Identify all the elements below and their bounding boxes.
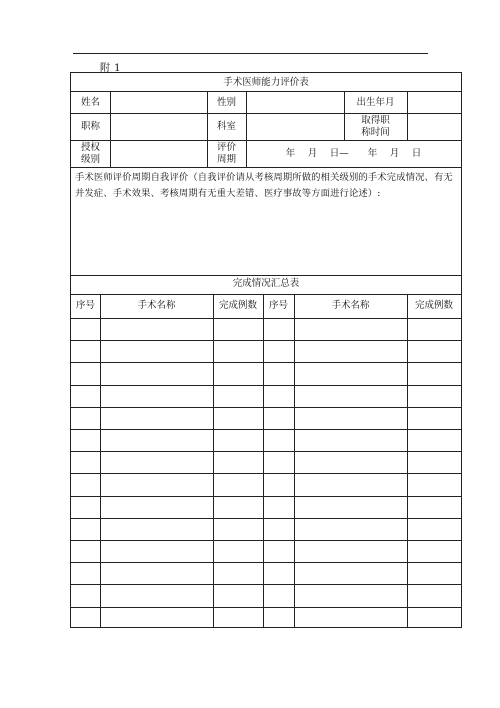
period-label-line1: 评价: [216, 142, 236, 153]
summary-title: 完成情况汇总表: [232, 278, 300, 289]
table-row-rule: [71, 385, 461, 386]
evaluation-date-range: 年 月 日— 年 月 日: [285, 148, 422, 159]
period-label-line2: 周期: [216, 154, 236, 165]
form-title: 手术医师能力评价表: [223, 77, 309, 88]
dept-label: 科室: [216, 121, 236, 132]
col-divider-label1: [110, 91, 111, 167]
table-row-rule: [71, 518, 461, 519]
rule-title: [71, 91, 461, 92]
table-row-rule: [71, 429, 461, 430]
acquire-label-line1: 取得职: [361, 115, 390, 126]
auth-label-line2: 级别: [80, 154, 100, 165]
table-row-rule: [71, 540, 461, 541]
table-row-rule: [71, 584, 461, 585]
name-label: 姓名: [80, 97, 100, 108]
rule-row1: [71, 113, 461, 114]
table-row-rule: [71, 473, 461, 474]
table-column-rule: [213, 294, 214, 627]
table-row-rule: [71, 607, 461, 608]
table-column-rule: [407, 294, 408, 627]
col-header-surgery-left: 手术名称: [137, 300, 176, 311]
col-divider-label3: [407, 91, 408, 140]
table-row-rule: [71, 407, 461, 408]
header-rule: [73, 53, 428, 54]
rule-row2: [71, 140, 461, 141]
table-row-rule: [71, 562, 461, 563]
table-row-rule: [71, 318, 461, 319]
title-label: 职称: [80, 121, 100, 132]
rule-row3: [71, 167, 461, 168]
col-header-seq-left: 序号: [75, 300, 95, 311]
table-row-rule: [71, 496, 461, 497]
attachment-label: 附 1: [100, 63, 122, 74]
table-row-rule: [71, 362, 461, 363]
rule-self-eval: [71, 275, 461, 276]
evaluation-form: [70, 72, 462, 628]
col-header-count-right: 完成例数: [414, 300, 453, 311]
table-column-rule: [263, 294, 264, 627]
auth-label-line1: 授权: [80, 142, 100, 153]
gender-label: 性别: [216, 97, 236, 108]
self-evaluation-prompt: 手术医师评价周期自我评价（自我评价请从考核周期所做的相关级别的手术完成情况、有无并发症、手术效果、考核周期有无重大差错、医疗事故等方面进行论述）:: [75, 172, 453, 199]
table-row-rule: [71, 451, 461, 452]
col-header-count-left: 完成例数: [218, 300, 257, 311]
rule-summary-title: [71, 294, 461, 295]
dob-label: 出生年月: [356, 97, 395, 108]
col-header-seq-right: 序号: [268, 300, 288, 311]
table-column-rule: [100, 294, 101, 627]
acquire-label-line2: 称时间: [361, 127, 390, 138]
table-row-rule: [71, 340, 461, 341]
table-column-rule: [294, 294, 295, 627]
col-header-surgery-right: 手术名称: [331, 300, 370, 311]
